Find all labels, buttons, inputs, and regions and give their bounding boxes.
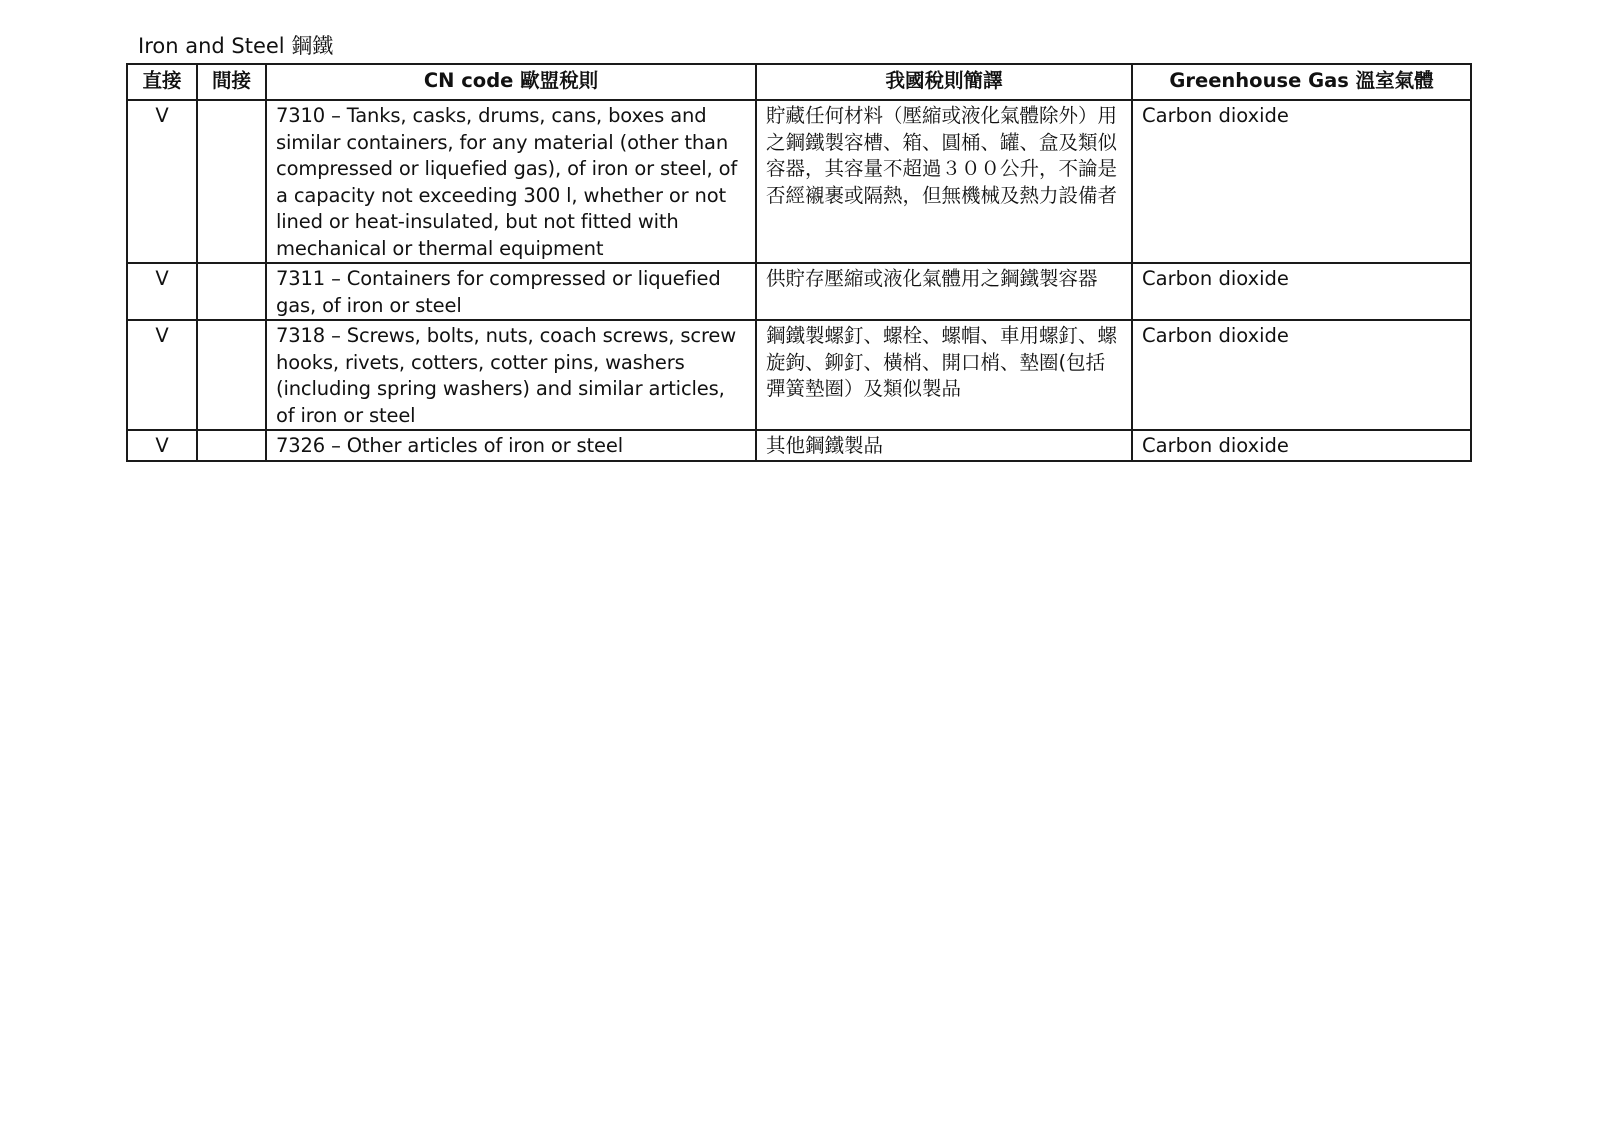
indirect-cell — [197, 100, 266, 263]
table-row — [127, 263, 1471, 320]
header-indirect: 間接 — [197, 64, 266, 100]
direct-cell: V — [127, 263, 197, 320]
tw-description-cell: 其他鋼鐵製品 — [756, 430, 1132, 461]
cn-description-cell: 7326 – Other articles of iron or steel — [266, 430, 756, 461]
cn-description-cell: 7318 – Screws, bolts, nuts, coach screws, screw hooks, rivets, cotters, cotter pins, washers (including spring washers) and similar articles, of iron or steel — [266, 320, 756, 430]
header-direct: 直接 — [127, 64, 197, 100]
tw-description-cell: 貯藏任何材料（壓縮或液化氣體除外）用之鋼鐵製容槽、箱、圓桶、罐、盒及類似容器，其容量不超過３００公升，不論是否經襯裹或隔熱，但無機械及熱力設備者 — [756, 100, 1132, 263]
direct-cell: V — [127, 430, 197, 461]
table-row — [127, 100, 1471, 263]
table-row — [127, 320, 1471, 430]
indirect-cell — [197, 263, 266, 320]
ghg-cell: Carbon dioxide — [1132, 430, 1471, 461]
table-header-row — [127, 64, 1471, 100]
indirect-cell — [197, 430, 266, 461]
cn-description-cell: 7311 – Containers for compressed or liquefied gas, of iron or steel — [266, 263, 756, 320]
header-cn-code: CN code 歐盟稅則 — [266, 64, 756, 100]
tw-description-cell: 供貯存壓縮或液化氣體用之鋼鐵製容器 — [756, 263, 1132, 320]
indirect-cell — [197, 320, 266, 430]
ghg-cell: Carbon dioxide — [1132, 100, 1471, 263]
cn-description-cell: 7310 – Tanks, casks, drums, cans, boxes and similar containers, for any material (other than compressed or liquefied gas), of iron or steel, of a capacity not exceeding 300 l, whether or not lined or heat-insulated, but not fitted with mechanical or thermal equipment — [266, 100, 756, 263]
table-row — [127, 430, 1471, 461]
header-tw-tariff: 我國稅則簡譯 — [756, 64, 1132, 100]
header-ghg: Greenhouse Gas 溫室氣體 — [1132, 64, 1471, 100]
direct-cell: V — [127, 100, 197, 263]
direct-cell: V — [127, 320, 197, 430]
page-title: Iron and Steel 鋼鐵 — [138, 34, 334, 58]
cbam-goods-table — [126, 63, 1472, 462]
tw-description-cell: 鋼鐵製螺釘、螺栓、螺帽、車用螺釘、螺旋鉤、鉚釘、橫梢、開口梢、墊圈(包括彈簧墊圈）及類似製品 — [756, 320, 1132, 430]
ghg-cell: Carbon dioxide — [1132, 320, 1471, 430]
ghg-cell: Carbon dioxide — [1132, 263, 1471, 320]
